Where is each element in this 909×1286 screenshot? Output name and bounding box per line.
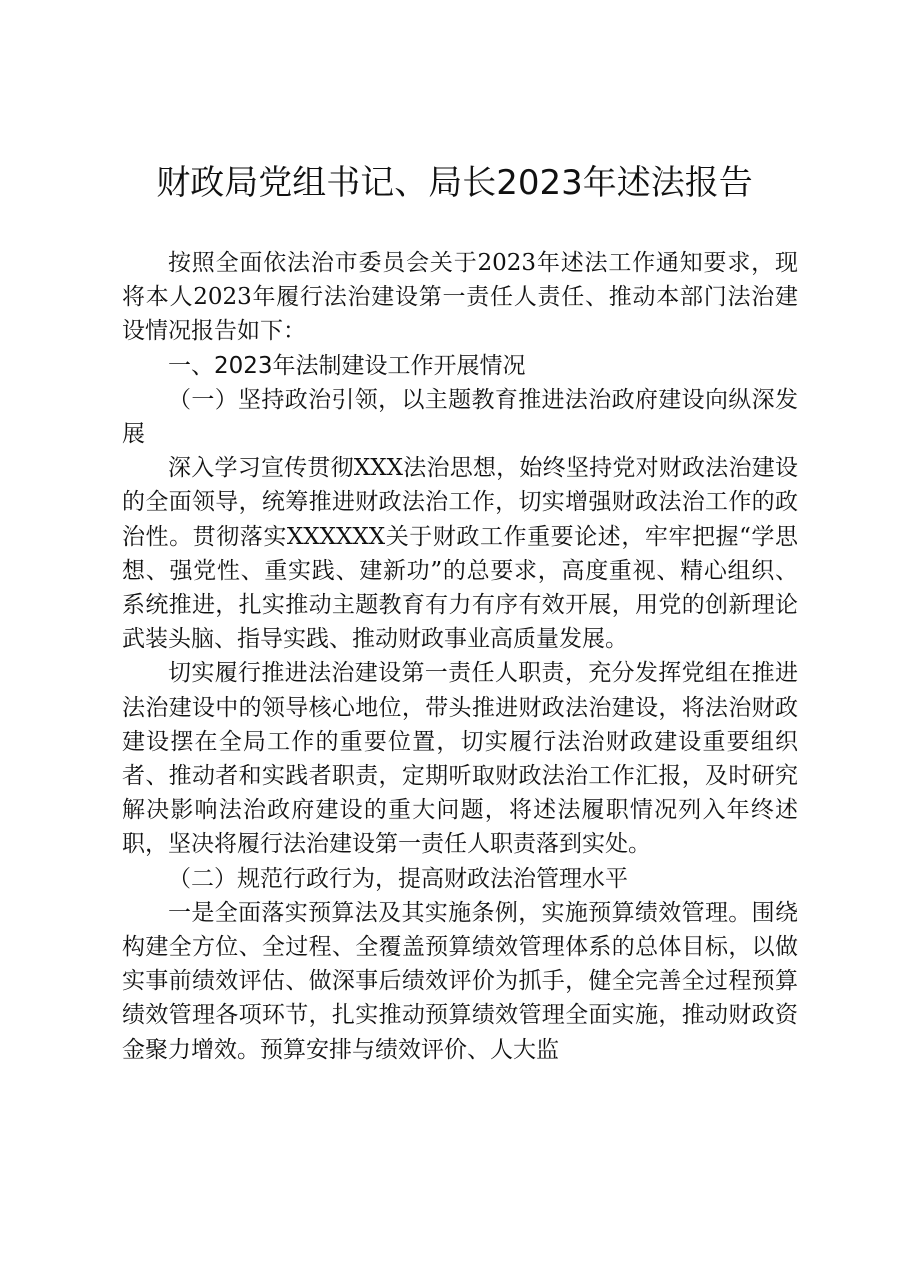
paragraph-body-1: 深入学习宣传贯彻XXX法治思想，始终坚持党对财政法治建设的全面领导，统筹推进财政法治工作，切实增强财政法治工作的政治性。贯彻落实XXXXXX关于财政工作重要论述，牢牢把握“学思想、强党性、重实践、建新功”的总要求，高度重视、精心组织、系统推进，扎实推动主题教育有力有序有效开展，用党的创新理论武装头脑、指导实践、推动财政事业高质量发展。 — [122, 455, 798, 653]
document-body — [122, 246, 798, 1067]
subsection-heading-1: （一）坚持政治引领，以主题教育推进法治政府建设向纵深发展 — [122, 386, 798, 448]
paragraph-intro: 按照全面依法治市委员会关于2023年述法工作通知要求，现将本人2023年履行法治建设第一责任人责任、推动本部门法治建设情况报告如下： — [122, 250, 798, 345]
paragraph-body-3: 一是全面落实预算法及其实施条例，实施预算绩效管理。围绕构建全方位、全过程、全覆盖预算绩效管理体系的总体目标，以做实事前绩效评估、做深事后绩效评价为抓手，健全完善全过程预算绩效管理各项环节，扎实推动预算绩效管理全面实施，推动财政资金聚力增效。预算安排与绩效评价、人大监 — [122, 899, 798, 1063]
paragraph-body-2: 切实履行推进法治建设第一责任人职责，充分发挥党组在推进法治建设中的领导核心地位，带头推进财政法治建设，将法治财政建设摆在全局工作的重要位置，切实履行法治财政建设重要组织者、推动者和实践者职责，定期听取财政法治工作汇报，及时研究解决影响法治政府建设的重大问题，将述法履职情况列入年终述职，坚决将履行法治建设第一责任人职责落到实处。 — [122, 660, 798, 858]
subsection-heading-2: （二）规范行政行为，提高财政法治管理水平 — [168, 865, 628, 892]
section-heading-1: 一、2023年法制建设工作开展情况 — [168, 352, 526, 379]
document-title: 财政局党组书记、局长2023年述法报告 — [156, 163, 753, 203]
